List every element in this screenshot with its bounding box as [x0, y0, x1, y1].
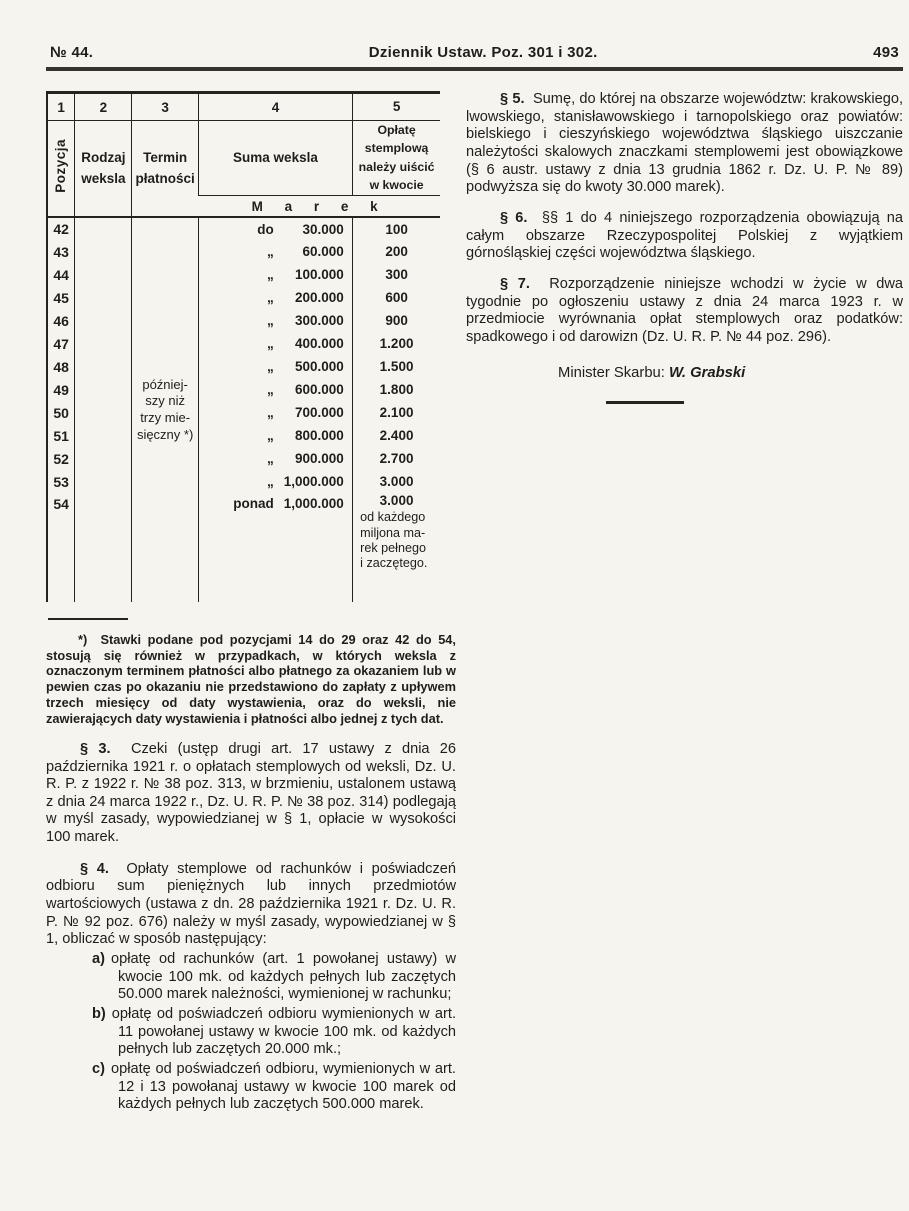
row-sum	[198, 493, 352, 571]
row-sum	[198, 470, 352, 493]
sum-value: 700.000	[294, 405, 344, 421]
filler-cell	[198, 572, 352, 602]
row-fee: 2.700	[353, 447, 440, 470]
issue-number: № 44.	[50, 44, 94, 61]
row-fee: 2.100	[353, 401, 440, 424]
marek-label: M a r e k	[198, 195, 440, 217]
sum-value: 60.000	[302, 244, 344, 260]
row-sum	[198, 424, 352, 447]
row-fee: 1.800	[353, 378, 440, 401]
section-paragraph-3	[46, 741, 456, 847]
sum-prefix: „	[267, 382, 274, 398]
list-text: opłatę od rachunków (art. 1 powołanej ustawy) w kwocie 100 mk. od każdych pełnych lub zaczętych 50.000 marek należności, wymienionej w rachunku;	[110, 951, 456, 1003]
row-sum	[198, 332, 352, 355]
column-header-row	[47, 121, 440, 196]
sum-value: 100.000	[294, 267, 344, 283]
row-sum	[198, 240, 352, 263]
content-columns	[46, 91, 903, 1114]
sum-prefix: „	[267, 313, 274, 329]
stamp-duty-table	[46, 91, 440, 602]
row-fee: 600	[353, 286, 440, 309]
section-text: Czeki (ustęp drugi art. 17 ustawy z dnia 26 października 1921 r. o opłatach stemplowych od weksli, Dz. U. R. P. z 1922 r. № 38 poz. 313, w brzmieniu, ustalonem ustawą z dnia 24 marca 1922 r., Dz. U. R. P. № 38 poz. 314) podlegają w myśl zasady, wypowiedzianej w § 1, opłacie w wysokości 100 marek.	[46, 740, 456, 846]
header-rodzaj-weksla: Rodzaj weksla	[75, 121, 132, 218]
row-position: 45	[53, 289, 69, 306]
sum-prefix: ponad	[233, 496, 274, 512]
sum-prefix: „	[267, 290, 274, 306]
section-paragraph-5	[466, 91, 903, 197]
section-paragraph-4	[46, 861, 456, 949]
list-text: opłatę od poświadczeń odbioru, wymienionych w art. 12 i 13 powołanaj ustawy w kwocie 100 marek od każdych pełnych lub zaczętych 500.000 marek.	[110, 1061, 456, 1113]
sum-prefix: „	[267, 405, 274, 421]
footnote-text: Stawki podane pod pozycjami 14 do 29 oraz 42 do 54, stosują się również w przypadkach, w których weksla z oznaczonym terminem płatności albo płatnego za okazaniem lub w pewien czas po okazaniu nie przedstawiono do zapłaty z upływem trzech miesięcy od daty wystawienia, oraz do weksli, nie zawierających daty wystawienia i płatności albo jednej z tych dat.	[46, 631, 456, 726]
col-number-5: 5	[353, 93, 440, 121]
col-number-1: 1	[47, 93, 75, 121]
section-text: Opłaty stemplowe od rachunków i poświadczeń odbioru sum pieniężnych lub innych przedmiotów wartościowych (ustawa z dn. 28 października 1921 r. Dz. U. R. P. № 92 poz. 676) należy w myśl zasady, wypowiedzianej w § 1, obliczać w sposób następujący:	[46, 860, 457, 948]
fee-note	[356, 508, 437, 571]
row-fee	[353, 493, 440, 571]
row-position: 51	[53, 427, 69, 444]
sum-prefix: „	[267, 267, 274, 283]
left-column	[46, 91, 458, 1114]
list-item-b	[46, 1006, 456, 1059]
section-text: §§ 1 do 4 niniejszego rozporządzenia obowiązują na całym obszarze Rzeczypospolitej Polskiej z wyjątkiem górnośląskiej części województwa śląskiego.	[466, 209, 903, 262]
sum-prefix: „	[267, 474, 274, 490]
section-paragraph-7	[466, 276, 903, 347]
sum-prefix: „	[267, 244, 274, 260]
fee-value: 3.000	[379, 493, 414, 509]
footnote-marker: *)	[78, 631, 88, 647]
section-text: Sumę, do której na obszarze województw: krakowskiego, lwowskiego, stanisławowskiego i tarnopolskiego oraz powiatów: bielskiego i cieszyńskiego województwa śląskiego uiszczanie należytości skalowych znaczkami stemplowemi jest obowiązkowe (§ 6 austr. ustawy z dnia 13 grudnia 1862 r. Dz. U. P. № 89) podwyższa się do kwoty 30.000 marek).	[466, 91, 904, 196]
section-label: § 6.	[500, 209, 528, 226]
row-position: 54	[53, 496, 69, 513]
fee-note-line: rek pełnego	[360, 540, 426, 555]
sum-value: 400.000	[294, 336, 344, 352]
sum-value: 30.000	[302, 221, 344, 237]
list-marker: a)	[92, 951, 105, 968]
row-fee: 100	[353, 217, 440, 240]
section-label: § 4.	[80, 860, 109, 877]
row-sum	[198, 378, 352, 401]
col-number-2: 2	[75, 93, 132, 121]
list-item-c	[46, 1061, 456, 1114]
row-sum	[198, 447, 352, 470]
row-fee: 1.200	[353, 332, 440, 355]
row-position: 42	[53, 221, 69, 238]
filler-cell	[47, 572, 75, 602]
header-pozycja-label: Pozycja	[53, 138, 68, 193]
sum-prefix: do	[257, 221, 274, 237]
row-sum	[198, 355, 352, 378]
fee-note-line: i zaczętego.	[360, 556, 428, 571]
row-position: 46	[53, 312, 69, 329]
list-marker: b)	[92, 1006, 106, 1023]
sum-value: 500.000	[294, 359, 344, 375]
section-paragraph-6	[466, 210, 903, 263]
sum-prefix: „	[267, 359, 274, 375]
section-text: Rozporządzenie niniejsze wchodzi w życie w dwa tygodnie po ogłoszeniu ustawy z dnia 24 marca 1923 r. w przedmiocie wyrównania opłat stemplowych oraz podatków: spadkowego i od darowizn (Dz. U. R. P. № 44 poz. 296).	[466, 275, 904, 345]
sum-value: 200.000	[294, 290, 344, 306]
list-text: opłatę od poświadczeń odbioru wymienionych w art. 11 powołanej ustawy w kwocie 100 mk. od każdych pełnych lub zaczętych 20.000 mk.;	[111, 1006, 456, 1058]
page-number: 493	[873, 44, 899, 61]
table-row	[47, 217, 440, 240]
row-sum	[198, 309, 352, 332]
col-number-3: 3	[132, 93, 198, 121]
row-sum	[198, 286, 352, 309]
rodzaj-weksla-cell	[75, 217, 132, 601]
termin-note	[135, 377, 194, 444]
masthead-title: Dziennik Ustaw. Poz. 301 i 302.	[368, 44, 598, 61]
row-position: 50	[53, 404, 69, 421]
header-pozycja	[47, 121, 75, 218]
sum-value: 1,000.000	[283, 496, 344, 512]
row-position: 47	[53, 335, 69, 352]
row-position: 44	[53, 266, 69, 283]
minister-name: W. Grabski	[669, 364, 746, 381]
row-fee: 3.000	[353, 470, 440, 493]
minister-label: Minister Skarbu:	[558, 364, 665, 381]
minister-signature	[466, 365, 903, 381]
header-oplata: Opłatę stemplową należy uiścić w kwocie	[353, 121, 440, 196]
row-position: 53	[53, 473, 69, 490]
sum-value: 600.000	[294, 382, 344, 398]
masthead	[46, 44, 903, 67]
sum-value: 900.000	[294, 451, 344, 467]
row-fee: 2.400	[353, 424, 440, 447]
enumerated-list	[46, 951, 456, 1114]
end-divider	[606, 401, 684, 404]
section-label: § 7.	[500, 275, 530, 292]
header-suma-weksla: Suma weksla	[198, 121, 352, 196]
fee-note-line: od każdego	[360, 510, 426, 525]
termin-note-line: szy niż	[145, 393, 185, 409]
sum-prefix: „	[267, 428, 274, 444]
list-marker: c)	[92, 1061, 105, 1077]
termin-platnosci-cell	[132, 217, 198, 601]
termin-note-line: później-	[142, 376, 188, 392]
row-position: 48	[53, 358, 69, 375]
section-label: § 5.	[500, 91, 525, 107]
sum-prefix: „	[267, 336, 274, 352]
row-fee: 300	[353, 263, 440, 286]
row-sum	[198, 217, 352, 240]
footnote	[46, 632, 456, 727]
row-fee: 900	[353, 309, 440, 332]
row-position: 49	[53, 381, 69, 398]
termin-note-line: sięczny *)	[136, 426, 194, 442]
right-column	[466, 91, 903, 1114]
list-item-a	[46, 951, 456, 1004]
row-position: 52	[53, 450, 69, 467]
sum-prefix: „	[267, 451, 274, 467]
termin-note-line: trzy mie-	[140, 409, 191, 425]
column-number-row	[47, 93, 440, 121]
section-label: § 3.	[80, 740, 111, 757]
row-position: 43	[53, 243, 69, 260]
sum-value: 1,000.000	[283, 474, 344, 490]
footnote-divider	[48, 618, 128, 620]
row-fee: 200	[353, 240, 440, 263]
row-sum	[198, 401, 352, 424]
fee-note-line: miljona ma-	[360, 525, 426, 540]
header-termin-platnosci: Termin płatności	[132, 121, 198, 218]
sum-value: 800.000	[294, 428, 344, 444]
header-rule	[46, 67, 903, 71]
col-number-4: 4	[198, 93, 352, 121]
row-fee: 1.500	[353, 355, 440, 378]
row-sum	[198, 263, 352, 286]
sum-value: 300.000	[294, 313, 344, 329]
filler-cell	[353, 572, 440, 602]
